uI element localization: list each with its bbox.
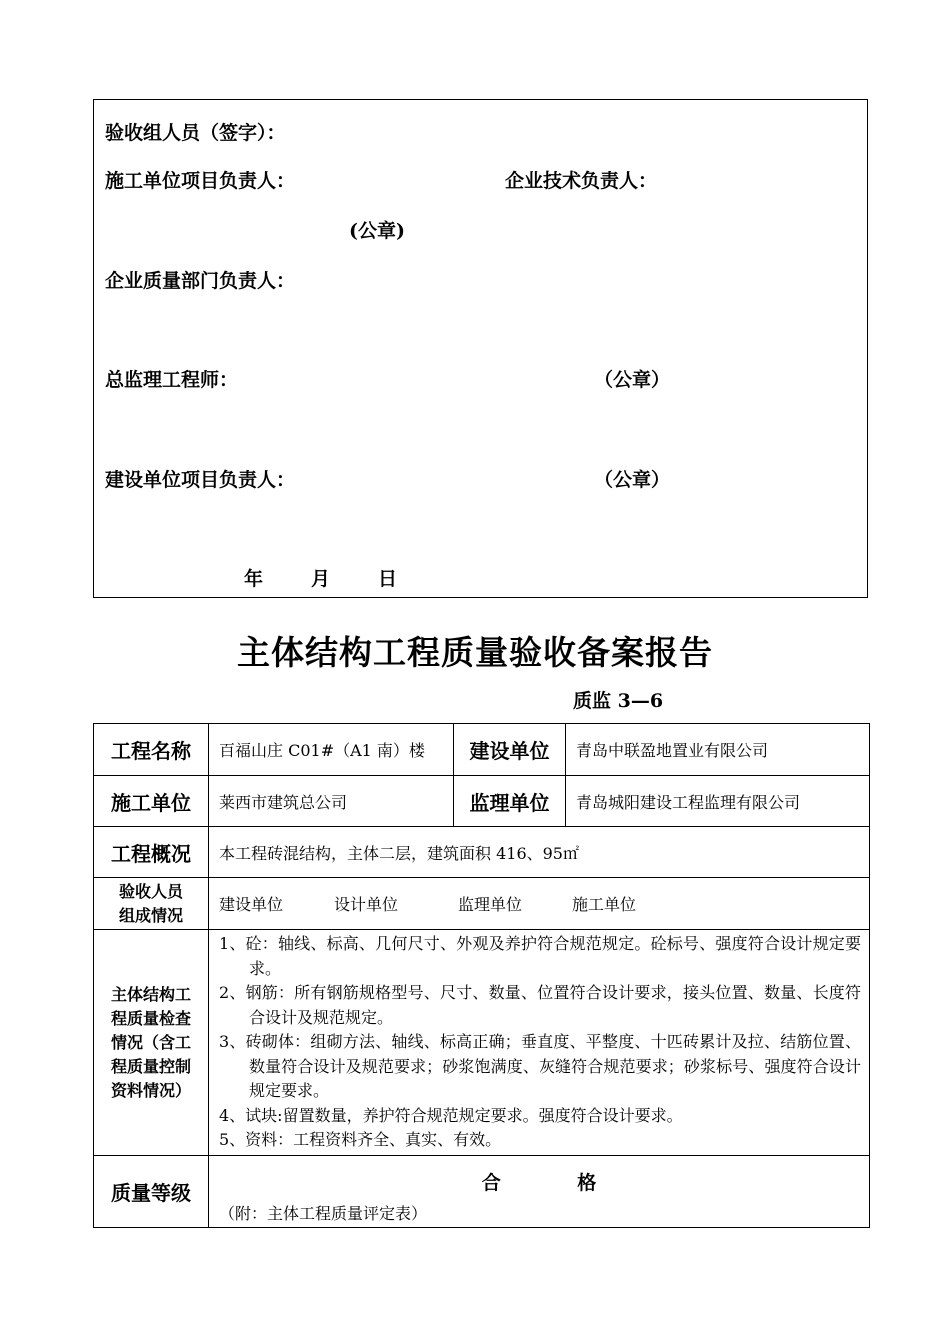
seal-label-3: （公章） xyxy=(594,469,671,491)
inspection-label-line: 资料情况） xyxy=(110,1080,191,1100)
table-row xyxy=(94,878,870,930)
table-row xyxy=(94,1156,870,1228)
members-label-line-1: 验收人员 xyxy=(118,881,183,901)
list-item: 4、试块:留置数量，养护符合规范规定要求。强度符合设计要求。 xyxy=(219,1105,683,1125)
inspection-label-line: 程质量控制 xyxy=(110,1056,191,1076)
inspection-label xyxy=(94,930,209,1156)
list-item: 5、资料：工程资料齐全、真实、有效。 xyxy=(219,1130,502,1149)
list-item: 1、砼：轴线、标高、几何尺寸、外观及养护符合规范规定。砼标号、强度符合设计规定要求。 xyxy=(219,934,861,978)
member-supervisor: 监理单位 xyxy=(458,895,523,914)
members-label xyxy=(94,878,209,930)
table-row xyxy=(94,776,870,827)
quality-dept-lead-label: 企业质量部门负责人： xyxy=(105,270,296,292)
supervisor-label: 监理单位 xyxy=(454,776,566,827)
project-name-label: 工程名称 xyxy=(94,724,209,776)
inspection-label-line: 情况（含工 xyxy=(110,1032,191,1052)
seal-label-2: （公章） xyxy=(594,369,671,391)
inspection-label-line: 程质量检查 xyxy=(110,1008,191,1028)
contractor-label: 施工单位 xyxy=(94,776,209,827)
report-table xyxy=(93,723,870,1228)
grade-label: 质量等级 xyxy=(94,1156,209,1228)
table-row xyxy=(94,827,870,878)
project-name-value: 百福山庄 C01#（A1 南）楼 xyxy=(209,724,454,776)
grade-cell xyxy=(209,1156,870,1228)
chief-supervisor-label: 总监理工程师： xyxy=(105,369,239,391)
members-value xyxy=(209,878,870,930)
members-signature-label: 验收组人员（签字）： xyxy=(105,122,286,144)
table-row xyxy=(94,724,870,776)
signature-box xyxy=(93,99,868,598)
members-label-line-2: 组成情况 xyxy=(118,905,183,925)
date-month: 月 xyxy=(311,568,331,590)
member-owner: 建设单位 xyxy=(219,895,284,914)
attachment-note: （附：主体工程质量评定表） xyxy=(219,1204,428,1223)
table-row xyxy=(94,930,870,1156)
inspection-items xyxy=(209,930,870,1156)
date-year: 年 xyxy=(244,568,264,590)
owner-label: 建设单位 xyxy=(454,724,566,776)
owner-lead-label: 建设单位项目负责人： xyxy=(105,469,296,491)
supervisor-value: 青岛城阳建设工程监理有限公司 xyxy=(566,776,870,827)
contractor-lead-label: 施工单位项目负责人： xyxy=(105,170,296,192)
date-day: 日 xyxy=(378,568,398,590)
member-contractor: 施工单位 xyxy=(572,895,637,914)
seal-label-1: (公章) xyxy=(349,220,405,242)
contractor-value: 莱西市建筑总公司 xyxy=(209,776,454,827)
form-code: 质监 3—6 xyxy=(573,690,664,712)
inspection-label-line: 主体结构工 xyxy=(110,984,191,1004)
overview-value: 本工程砖混结构，主体二层，建筑面积 416、95㎡ xyxy=(209,827,870,878)
list-item: 3、砖砌体：组砌方法、轴线、标高正确；垂直度、平整度、十匹砖累计及拉、结筋位置、数量符合设计及规范要求；砂浆饱满度、灰缝符合规范要求；砂浆标号、强度符合设计规定要求。 xyxy=(219,1032,861,1100)
grade-value: 合 格 xyxy=(481,1172,597,1194)
report-title: 主体结构工程质量验收备案报告 xyxy=(237,633,713,672)
owner-value: 青岛中联盈地置业有限公司 xyxy=(566,724,870,776)
overview-label: 工程概况 xyxy=(94,827,209,878)
member-designer: 设计单位 xyxy=(334,895,399,914)
tech-lead-label: 企业技术负责人： xyxy=(505,170,658,192)
list-item: 2、钢筋：所有钢筋规格型号、尺寸、数量、位置符合设计要求，接头位置、数量、长度符合设计及规范规定。 xyxy=(219,983,861,1027)
